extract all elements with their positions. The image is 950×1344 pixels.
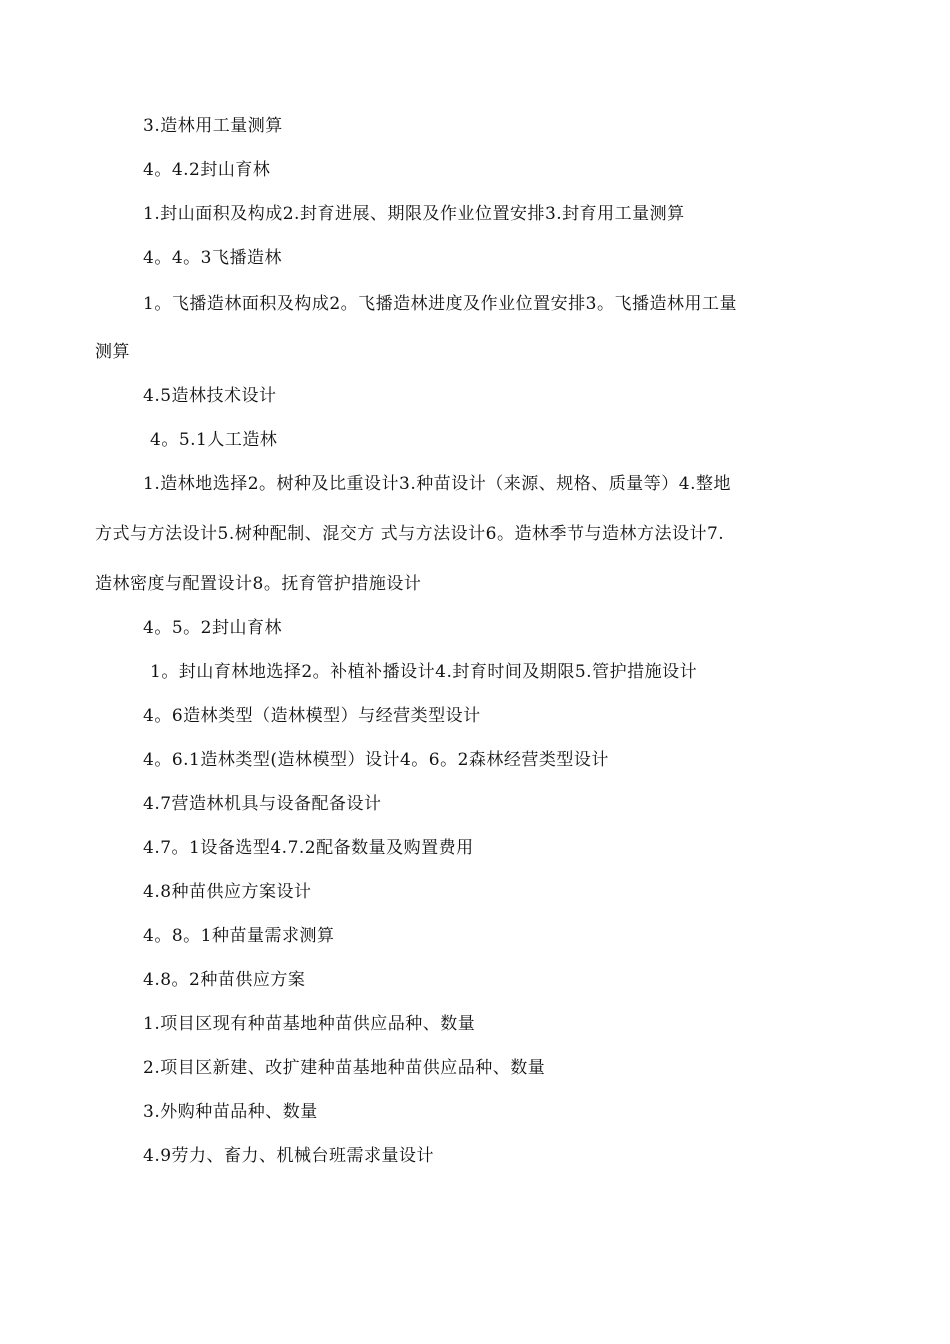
text-line: 1。飞播造林面积及构成2。飞播造林进度及作业位置安排3。飞播造林用工量 xyxy=(143,294,737,314)
text-line: 4.7营造林机具与设备配备设计 xyxy=(143,794,382,814)
text-line: 3.造林用工量测算 xyxy=(143,116,283,136)
text-line: 方式与方法设计5.树种配制、混交方 式与方法设计6。造林季节与造林方法设计7. xyxy=(95,524,725,544)
text-line: 4.9劳力、畜力、机械台班需求量设计 xyxy=(143,1146,435,1166)
text-line: 4。4。3飞播造林 xyxy=(143,248,282,268)
text-line: 4。8。1种苗量需求测算 xyxy=(143,926,335,946)
text-line: 1.项目区现有种苗基地种苗供应品种、数量 xyxy=(143,1014,476,1034)
text-line: 4.8。2种苗供应方案 xyxy=(143,970,306,990)
text-line: 4。5.1人工造林 xyxy=(150,430,278,450)
text-line: 4.7。1设备选型4.7.2配备数量及购置费用 xyxy=(143,838,474,858)
text-line: 测算 xyxy=(95,342,130,362)
text-line: 4。6造林类型（造林模型）与经营类型设计 xyxy=(143,706,481,726)
text-line: 造林密度与配置设计8。抚育管护措施设计 xyxy=(95,574,422,594)
text-line: 4.8种苗供应方案设计 xyxy=(143,882,312,902)
text-line: 1.封山面积及构成2.封育进展、期限及作业位置安排3.封育用工量测算 xyxy=(143,204,685,224)
text-line: 1。封山育林地选择2。补植补播设计4.封育时间及期限5.管护措施设计 xyxy=(150,662,698,682)
text-line: 2.项目区新建、改扩建种苗基地种苗供应品种、数量 xyxy=(143,1058,546,1078)
text-line: 1.造林地选择2。树种及比重设计3.种苗设计（来源、规格、质量等）4.整地 xyxy=(143,474,731,494)
text-line: 4。4.2封山育林 xyxy=(143,160,271,180)
text-line: 4.5造林技术设计 xyxy=(143,386,277,406)
text-line: 3.外购种苗品种、数量 xyxy=(143,1102,318,1122)
text-line: 4。6.1造林类型(造林模型）设计4。6。2森林经营类型设计 xyxy=(143,750,609,770)
text-line: 4。5。2封山育林 xyxy=(143,618,282,638)
